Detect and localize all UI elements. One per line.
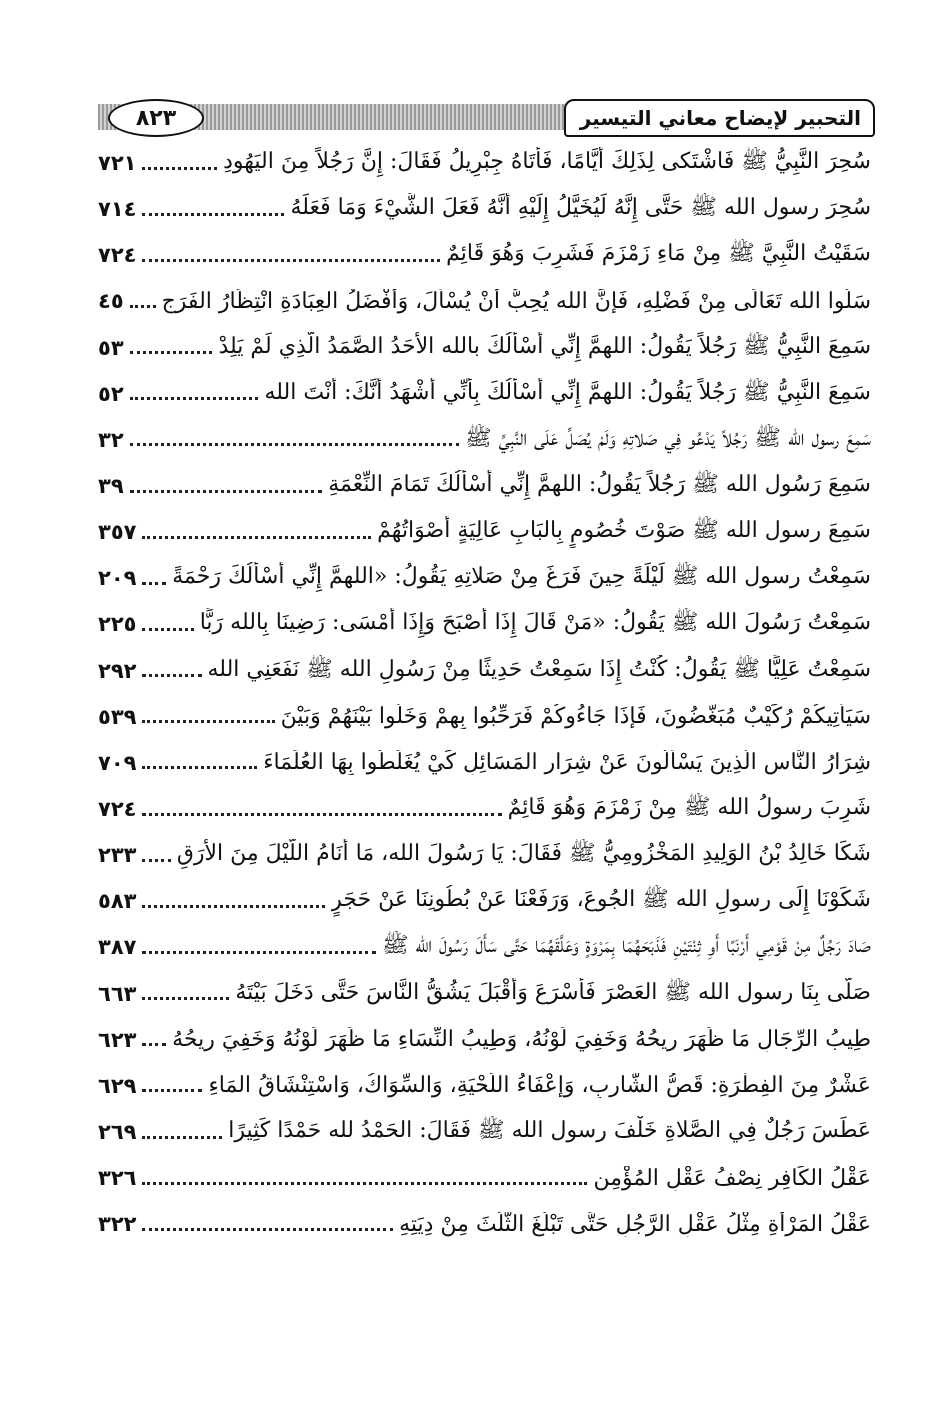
dot-leader [142, 167, 217, 170]
index-entry [98, 740, 871, 786]
index-entry [98, 601, 871, 647]
entry-text: عَطَسَ رَجُلٌ فِي الصَّلاةِ خَلْفَ رسول الله ﷺ فَقَالَ: الحَمْدُ لله حَمْدًا كَثِيرًا [228, 1118, 871, 1144]
entry-page-number: ٥٣ [98, 335, 124, 360]
entry-page-number: ٦٢٩ [98, 1073, 137, 1098]
index-entry [98, 1201, 871, 1247]
entry-page-number: ٢٣٣ [98, 843, 137, 868]
dot-leader [142, 1182, 587, 1185]
index-entry [98, 1063, 871, 1109]
index-entry [98, 278, 871, 324]
index-entry [98, 694, 871, 740]
dot-leader [142, 766, 257, 769]
index-entry [98, 555, 871, 601]
entry-text: شِرَارُ النَّاسِ الَّذِينَ يَسْأَلُونَ عَنْ شِرَارِ المَسَائِلِ كَيْ يُغَلِّطُوا بِهَا العُلَمَاءَ [263, 750, 871, 776]
entry-page-number: ٢٠٩ [98, 566, 137, 591]
dot-leader [142, 1089, 202, 1092]
entry-page-number: ٤٥ [98, 289, 124, 314]
index-entry [98, 509, 871, 555]
entry-text: سَمِعْتُ عَلِيًّا ﷺ يَقُولُ: كُنْتُ إِذَا سَمِعْتُ حَدِيثًا مِنْ رَسُولِ الله ﷺ نَفَعَنِي الله [207, 656, 871, 682]
entry-page-number: ٦٦٣ [98, 981, 137, 1006]
page-number: ٨٢٣ [135, 105, 177, 131]
entry-text: سَمِعَ رسول الله ﷺ صَوْتَ خُصُومٍ بِالبَابِ عَالِيَةٍ أَصْوَاتُهُمْ [377, 518, 871, 544]
entry-page-number: ٣٢ [98, 427, 124, 452]
book-title: التحبير لإيضاح معاني التيسير [579, 106, 861, 130]
dot-leader [142, 859, 170, 862]
entry-text: سَمِعْتُ رَسُولَ الله ﷺ يَقُولُ: «مَنْ قَالَ إِذَا أَصْبَحَ وَإِذَا أَمْسَى: رَضِينَا بِالله رَبًّا [199, 610, 871, 636]
dot-leader [142, 213, 284, 216]
entry-text: صَلَّى بِنَا رسول الله ﷺ العَصْرَ فَأَسْرَعَ وَأَقْبَلَ يَشُقُّ النَّاسَ حَتَّى دَخَلَ بَيْتَهُ [235, 979, 871, 1005]
page-number-badge [108, 99, 204, 137]
dot-leader [130, 490, 323, 493]
entry-text: طِيبُ الرِّجَالِ مَا ظَهَرَ رِيحُهُ وَخَفِيَ لَوْنُهُ، وَطِيبُ النِّسَاءِ مَا ظَهَرَ لَوْنُهُ وَخَفِيَ رِيحُهُ [172, 1027, 871, 1053]
entry-page-number: ٣٨٧ [98, 935, 137, 960]
dot-leader [142, 720, 274, 723]
index-entry [98, 140, 871, 186]
dot-leader [130, 443, 459, 446]
entry-page-number: ٧٢٤ [98, 797, 137, 822]
index-entry [98, 186, 871, 232]
entry-text: سَيَأْتِيكُمْ رُكَيْبٌ مُبَغَّضُونَ، فَإِذَا جَاءُوكُمْ فَرَحِّبُوا بِهِمْ وَخَلُّوا بَيْنَهُمْ وَبَيْنَ [280, 704, 871, 730]
dot-leader [142, 582, 166, 585]
entry-text: عَقْلُ الكَافِرِ نِصْفُ عَقْلِ المُؤْمِنِ [593, 1165, 871, 1191]
entry-page-number: ٢٦٩ [98, 1120, 137, 1145]
index-entry [98, 371, 871, 417]
entry-text: سُحِرَ النَّبِيُّ ﷺ فَاشْتَكى لِذَلِكَ أَيَّامًا، فَأَتَاهُ جِبْرِيلُ فَقَالَ: إِنَّ رَجُلاً مِنَ اليَهُودِ [223, 149, 871, 175]
dot-leader [142, 951, 376, 954]
dot-leader [142, 997, 229, 1000]
dot-leader [130, 305, 156, 308]
entry-page-number: ٥٣٩ [98, 704, 137, 729]
index-entry [98, 648, 871, 694]
entry-page-number: ٥٨٣ [98, 889, 137, 914]
index-entry [98, 325, 871, 371]
book-title-box [564, 99, 875, 137]
entry-text: شَكَا خَالِدُ بْنُ الوَلِيدِ المَخْزُومِيُّ ﷺ فَقَالَ: يَا رَسُولَ الله، مَا أَنَامُ اللَّيْلَ مِنَ الأَرَقِ [176, 841, 871, 867]
entry-page-number: ٧١٤ [98, 197, 137, 222]
dot-leader [142, 813, 501, 816]
entry-text: سُحِرَ رسول الله ﷺ حَتَّى إِنَّهُ لَيُخَيَّلُ إِلَيْهِ أَنَّهُ فَعَلَ الشَّيْءَ وَمَا فَعَلَهُ [290, 195, 871, 221]
dot-leader [142, 674, 201, 677]
entry-page-number: ٥٢ [98, 381, 124, 406]
entry-text: شَرِبَ رسولُ الله ﷺ مِنْ زَمْزَمَ وَهُوَ قَائِمٌ [507, 795, 871, 821]
entry-text: سَمِعَ النَّبِيُّ ﷺ رَجُلاً يَقُولُ: اللهمَّ إِنِّي أَسْأَلُكَ بِأَنِّي أَشْهَدُ أَنَّكَ: أَنْتَ الله [264, 379, 871, 405]
entry-text: عَشْرٌ مِنَ الفِطْرَةِ: قَصُّ الشَّارِبِ، وَإِعْفَاءُ اللِّحْيَةِ، وَالسِّوَاكُ، وَاسْتِنْشَاقُ المَاءِ [208, 1073, 871, 1099]
entry-text: سَمِعَ النَّبِيُّ ﷺ رَجُلاً يَقُولُ: اللهمَّ إِنِّي أَسْأَلُكَ بالله الأَحَدُ الصَّمَدُ الَّذِي لَمْ يَلِدْ [218, 333, 871, 359]
entry-page-number: ٦٢٣ [98, 1027, 137, 1052]
dot-leader [142, 905, 325, 908]
dot-leader [142, 1228, 393, 1231]
dot-leader [142, 628, 193, 631]
index-entry [98, 463, 871, 509]
entry-page-number: ٣٩ [98, 474, 124, 499]
entry-text: عَقْلُ المَرْأَةِ مِثْلُ عَقْلِ الرَّجُلِ حَتَّى تَبْلُغَ الثُّلُثَ مِنْ دِيَتِهِ [399, 1211, 871, 1237]
index-entry [98, 1017, 871, 1063]
entry-text: صَادَ رَجُلٌ مِنْ قَوْمِي أَرْنَبًا أَوِ ثِنْتَيْنِ فَذَبَحَهُمَا بِمَرْوَةٍ وَعَلَّقَهُمَا حَتَّى سَأَلَ رَسُولَ الله ﷺ [381, 933, 871, 959]
index-entry [98, 1155, 871, 1201]
index-entry [98, 232, 871, 278]
index-entry [98, 878, 871, 924]
entry-page-number: ٣٢٢ [98, 1212, 137, 1237]
hadith-index-list [98, 140, 871, 1247]
entry-text: سَلُوا الله تَعَالَى مِنْ فَضْلِهِ، فَإِنَّ الله يُحِبُّ أَنْ يُسْأَلَ، وَأَفْضَلُ العِبَادَةِ انْتِظَارُ الفَرَجِ [161, 288, 871, 314]
running-header [98, 98, 871, 136]
entry-text: سَمِعَ رسول الله ﷺ رَجُلاً يَدْعُو فِي صَلاتِهِ وَلَمْ يُصَلِّ عَلَى النَّبِيِّ ﷺ [465, 425, 871, 451]
entry-text: سَقَيْتُ النَّبِيَّ ﷺ مِنْ مَاءِ زَمْزَمَ فَشَرِبَ وَهُوَ قَائِمٌ [446, 241, 871, 267]
entry-page-number: ٢٩٢ [98, 658, 137, 683]
entry-page-number: ٢٢٥ [98, 612, 137, 637]
entry-page-number: ٧٠٩ [98, 750, 137, 775]
index-entry [98, 924, 871, 970]
entry-page-number: ٣٥٧ [98, 520, 137, 545]
dot-leader [142, 1136, 222, 1139]
dot-leader [142, 259, 440, 262]
dot-leader [142, 1043, 166, 1046]
entry-text: شَكَوْنَا إِلَى رسولِ الله ﷺ الجُوعَ، وَرَفَعْنَا عَنْ بُطُونِنَا عَنْ حَجَرٍ [331, 887, 871, 913]
index-entry [98, 1109, 871, 1155]
index-entry [98, 971, 871, 1017]
dot-leader [130, 351, 213, 354]
entry-text: سَمِعَ رَسُول الله ﷺ رَجُلاً يَقُولُ: اللهمَّ إِنِّي أَسْأَلُكَ تَمَامَ النِّعْمَةِ [328, 472, 871, 498]
index-entry [98, 832, 871, 878]
index-entry [98, 417, 871, 463]
entry-page-number: ٧٢٤ [98, 243, 137, 268]
index-entry [98, 786, 871, 832]
dot-leader [142, 536, 371, 539]
entry-page-number: ٣٢٦ [98, 1166, 137, 1191]
entry-text: سَمِعْتُ رسول الله ﷺ لَيْلَةً حِينَ فَرَغَ مِنْ صَلاتِهِ يَقُولُ: «اللهمَّ إِنِّي أَسْأَلُكَ رَحْمَةً [172, 564, 871, 590]
dot-leader [130, 397, 259, 400]
entry-page-number: ٧٢١ [98, 151, 137, 176]
